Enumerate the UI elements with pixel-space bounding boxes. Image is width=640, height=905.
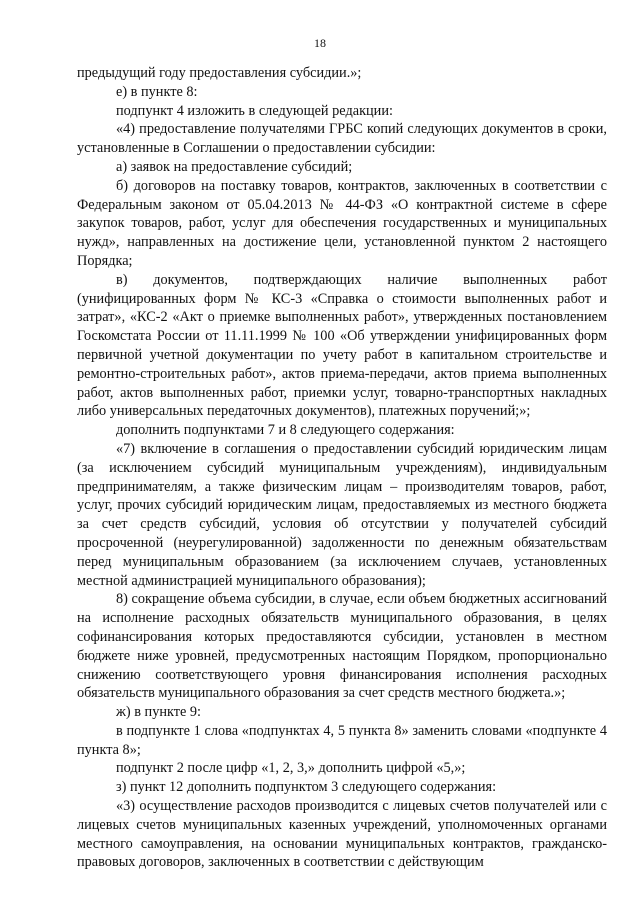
page-number: 18 (314, 36, 326, 50)
paragraph: ж) в пункте 9: (116, 704, 202, 721)
paragraph: 8) сокращение объема субсидии, в случае, если объем бюджетных ассигнований на исполнение расходных обязательств муниципального образования, в целях софинансирования которых предоставляются субсидии, установлен в местном бюджете ниже уровней, предусмотренных настоящим Порядком, пропорционально снижению соответствующего уровня финансирования исполнения расходных обязательств муниципального образования за счет средств местного бюджета.»; (77, 591, 607, 702)
paragraph: дополнить подпунктами 7 и 8 следующего содержания: (116, 422, 455, 439)
paragraph: е) в пункте 8: (116, 83, 198, 100)
paragraph: «7) включение в соглашения о предоставлении субсидий юридическим лицам (за исключением субсидий муниципальным учреждениям), индивидуальным предпринимателям, а также физическим лицам – производителям товаров, работ, услуг, прочих субсидий юридическим лицам, предоставляемых из местного бюджета за счет средств субсидий, условия об отсутствии у получателей субсидий просроченной (неурегулированной) задолженности по денежным обязательствам перед муниципальным образованием (за исключением случаев, установленных местной администрацией муниципального образования); (77, 440, 607, 589)
paragraph: в подпункте 1 слова «подпунктах 4, 5 пункта 8» заменить словами «подпункте 4 пункта 8»; (77, 722, 607, 758)
paragraph: в) документов, подтверждающих наличие выполненных работ (унифицированных форм № КС-3 «Справка о стоимости выполненных работ и затрат», «КС-2 «Акт о приемке выполненных работ», утвержденных постановлением Госкомстата России от 11.11.1999 № 100 «Об утверждении унифицированных форм первичной учетной документации по учету работ в капитальном строительстве и ремонтно-строительных работ», актов приема-передачи, актов приема выполненных работ, актов выполненных работ, приемки услуг, товарно-транспортных накладных либо универсальных передаточных документов), платежных поручений;»; (77, 271, 607, 420)
paragraph: з) пункт 12 дополнить подпунктом 3 следующего содержания: (116, 779, 497, 796)
paragraph: предыдущий году предоставления субсидии.»; (77, 65, 362, 81)
paragraph: б) договоров на поставку товаров, контрактов, заключенных в соответствии с Федеральным законом от 05.04.2013 № 44-ФЗ «О контрактной системе в сфере закупок товаров, работ, услуг для обеспечения государственных и муниципальных нужд», направленных на достижение цели, установленной пунктом 2 настоящего Порядка; (77, 177, 607, 269)
paragraph: «4) предоставление получателями ГРБС копий следующих документов в сроки, установленные в Соглашении о предоставлении субсидии: (77, 121, 607, 157)
paragraph: «3) осуществление расходов производится с лицевых счетов получателей или с лицевых счетов муниципальных казенных учреждений, уполномоченных органами местного самоуправления, на основании муниципальных контрактов, гражданско-правовых договоров, заключенных в соответствии с действующим (77, 798, 607, 871)
document-body (77, 64, 607, 872)
paragraph: а) заявок на предоставление субсидий; (116, 158, 353, 175)
paragraph: подпункт 2 после цифр «1, 2, 3,» дополнить цифрой «5,»; (116, 760, 466, 777)
paragraph: подпункт 4 изложить в следующей редакции: (116, 102, 393, 119)
